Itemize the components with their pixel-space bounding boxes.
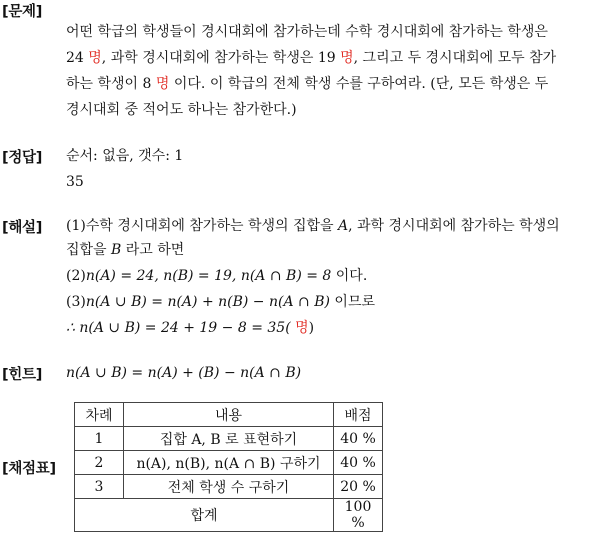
row-content: 전체 학생 수 구하기	[124, 475, 334, 499]
explanation-line-1	[66, 216, 560, 236]
explanation-line-2	[66, 240, 184, 260]
row-score: 20 %	[334, 475, 383, 499]
header-cell: 내용	[124, 403, 334, 427]
explanation-text: 이다.	[331, 268, 368, 284]
answer-label: [정답]	[2, 150, 43, 166]
row-content: n(A), n(B), n(A ∩ B) 구하기	[124, 451, 334, 475]
explanation-line-4	[66, 292, 375, 312]
explanation-text: 집합을	[66, 242, 112, 258]
problem-text: 이다. 이 학급의 전체 학생 수를 구하여라. (단, 모든 학생은 두	[169, 76, 549, 92]
explanation-text: , 과학 경시대회에 참가하는 학생의	[348, 218, 560, 234]
problem-line-3	[66, 74, 548, 94]
rubric-label: [채점표]	[2, 461, 56, 477]
math-expression: n(A ∪ B) = n(A) + n(B) − n(A ∩ B)	[85, 294, 330, 310]
problem-label: [문제]	[2, 4, 43, 20]
set-b-var: B	[111, 242, 122, 258]
answer-line-1: 순서: 없음, 갯수: 1	[66, 148, 184, 164]
problem-text: , 과학 경시대회에 참가하는 학생은 19	[101, 50, 341, 66]
unit-highlight: 명	[340, 50, 354, 66]
table-total-row	[75, 499, 383, 532]
explanation-line-3	[66, 266, 367, 286]
table-row	[75, 475, 383, 499]
step-number: (2)	[66, 268, 86, 284]
math-expression: ∴ n(A ∪ B) = 24 + 19 − 8 = 35(	[66, 320, 291, 336]
table-row	[75, 427, 383, 451]
problem-line-4: 경시대회 중 적어도 하나는 참가한다.)	[66, 102, 297, 118]
table-row	[75, 451, 383, 475]
set-a-var: A	[338, 218, 349, 234]
row-number: 2	[75, 451, 124, 475]
row-content: 집합 A, B 로 표현하기	[124, 427, 334, 451]
header-cell: 차례	[75, 403, 124, 427]
rubric-table	[74, 402, 383, 532]
close-paren: )	[308, 320, 315, 336]
explanation-text: 라고 하면	[121, 242, 185, 258]
table-header-row	[75, 403, 383, 427]
row-score: 40 %	[334, 451, 383, 475]
hint-math: n(A ∪ B) = n(A) + (B) − n(A ∩ B)	[66, 365, 302, 381]
total-score: 100 %	[334, 499, 383, 532]
row-number: 3	[75, 475, 124, 499]
problem-line-2	[66, 48, 556, 68]
unit-highlight: 명	[88, 50, 102, 66]
explanation-text: (1)수학 경시대회에 참가하는 학생의 집합을	[66, 218, 338, 234]
problem-line-1: 어떤 학급의 학생들이 경시대회에 참가하는데 수학 경시대회에 참가하는 학생은	[66, 24, 548, 40]
math-expression: n(A) = 24, n(B) = 19, n(A ∩ B) = 8	[85, 268, 332, 284]
total-label: 합계	[75, 499, 334, 532]
row-number: 1	[75, 427, 124, 451]
unit-highlight: 명	[155, 76, 170, 92]
problem-text: 하는 학생이 8	[66, 76, 156, 92]
unit-highlight: 명	[290, 320, 309, 336]
row-score: 40 %	[334, 427, 383, 451]
explanation-line-5	[66, 318, 314, 338]
problem-text: 24	[66, 50, 89, 66]
problem-text: , 그리고 두 경시대회에 모두 참가	[353, 50, 557, 66]
explanation-label: [해설]	[2, 220, 43, 236]
answer-line-2: 35	[66, 174, 84, 190]
explanation-text: 이므로	[329, 294, 375, 310]
header-cell: 배점	[334, 403, 383, 427]
hint-label: [힌트]	[2, 367, 43, 383]
step-number: (3)	[66, 294, 86, 310]
